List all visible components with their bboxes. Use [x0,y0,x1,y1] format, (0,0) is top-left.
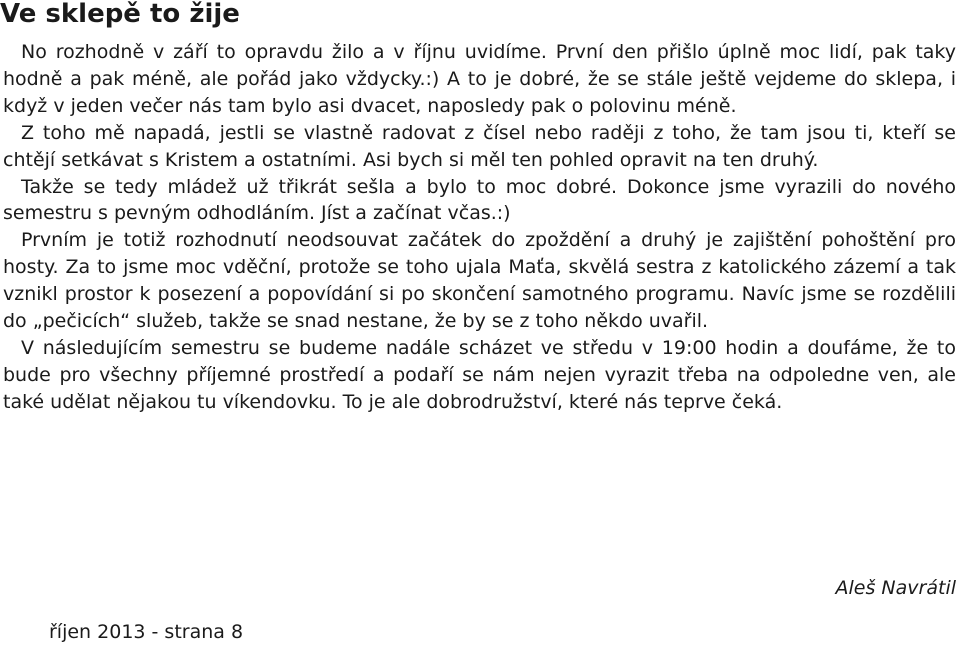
paragraph-3: Takže se tedy mládež už třikrát sešla a bylo to moc dobré. Dokonce jsme vyrazili do nového semestru s pevným odhodláním. Jíst a začínat včas.:) [3,175,956,225]
paragraph-1: No rozhodně v září to opravdu žilo a v říjnu uvidíme. První den přišlo úplně moc lidí, pak taky hodně a pak méně, ale pořád jako vždycky.:) A to je dobré, že se stále ještě vejdeme do sklepa, i když v jeden večer nás tam bylo asi dvacet, naposledy pak o polovinu méně. [3,41,956,117]
paragraph-4: Prvním je totiž rozhodnutí neodsouvat začátek do zpoždění a druhý je zajištění pohoštění pro hosty. Za to jsme moc vděční, protože se toho ujala Maťa, skvělá sestra z katolického zázemí a tak vznikl prostor k posezení a popovídání si po skončení samotného programu. Navíc jsme se rozdělili do „pečicích“ služeb, takže se snad nestane, že by se z toho někdo uvařil. [3,229,956,333]
paragraph-2: Z toho mě napadá, jestli se vlastně radovat z čísel nebo raději z toho, že tam jsou ti, kteří se chtějí setkávat s Kristem a ostatními. Asi bych si měl ten pohled opravit na ten druhý. [3,121,956,171]
paragraph-5: V následujícím semestru se budeme nadále scházet ve středu v 19:00 hodin a doufáme, že to bude pro všechny příjemné prostředí a podaří se nám nejen vyrazit třeba na odpoledne ven, ale také udělat nějakou tu víkendovku. To je ale dobrodružství, které nás teprve čeká. [3,336,956,413]
author-signature: Aleš Navrátil [835,577,956,599]
article-title: Ve sklepě to žije [0,0,240,29]
article-body [3,39,956,416]
page-footer: říjen 2013 - strana 8 [49,621,244,643]
